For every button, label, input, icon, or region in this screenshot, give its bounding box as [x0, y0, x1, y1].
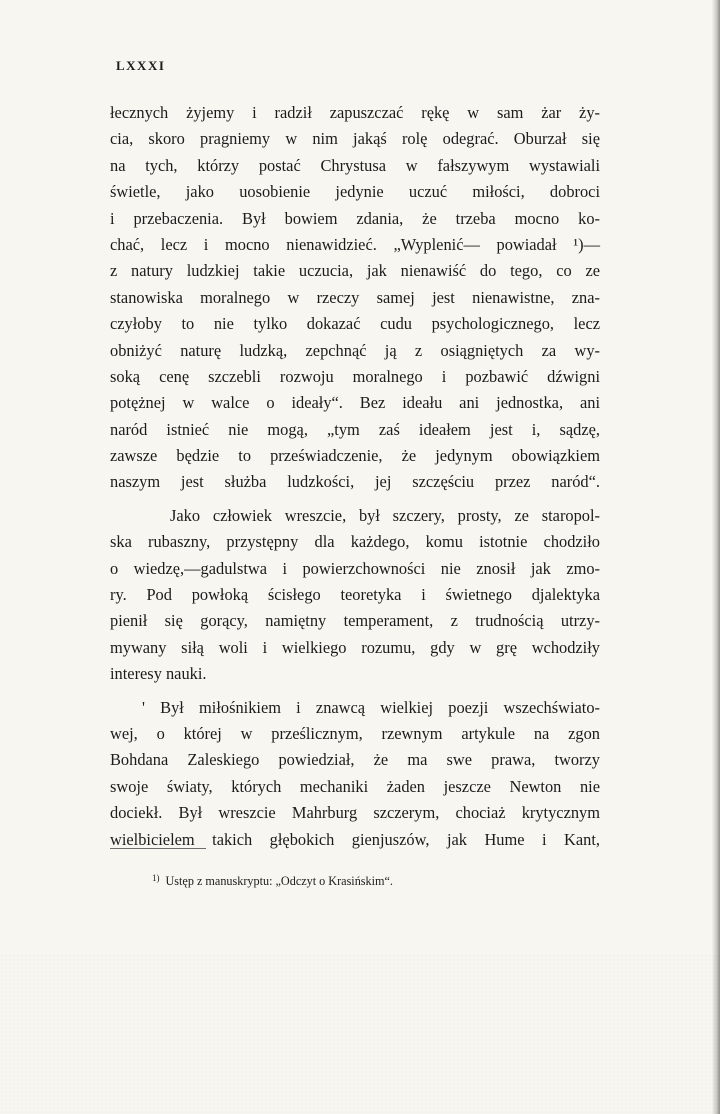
- text-line: świetle, jako uosobienie jedynie uczuć miłości, dobroci: [110, 182, 600, 202]
- text-line: na tych, którzy postać Chrystusa w fałszywym wystawiali: [110, 155, 600, 175]
- text-line: naszym jest służba ludzkości, jej szczęściu przez naród“.: [110, 472, 600, 492]
- footnote: [152, 873, 393, 889]
- body-text: [110, 100, 600, 853]
- footnote-text: Ustęp z manuskryptu: „Odczyt o Krasińskim“.: [165, 874, 393, 888]
- text-line: stanowiska moralnego w rzeczy samej jest nienawistne, zna-: [110, 287, 600, 307]
- footnote-marker: 1): [152, 873, 160, 883]
- text-line: zawsze będzie to przeświadczenie, że jedynym obowiązkiem: [110, 446, 600, 466]
- text-line: potężnej w walce o ideały“. Bez ideału ani jednostka, ani: [110, 393, 600, 413]
- page-edge: [712, 0, 720, 1114]
- text-line: Jako człowiek wreszcie, był szczery, prosty, ze staropol-: [170, 505, 600, 525]
- text-line: wielbicielem takich głębokich gienjuszów, jak Hume i Kant,: [110, 829, 600, 849]
- text-line: pienił się gorący, namiętny temperament, z trudnością utrzy-: [110, 611, 600, 631]
- text-line: ska rubaszny, przystępny dla każdego, komu istotnie chodziło: [110, 532, 600, 552]
- text-line: i przebaczenia. Był bowiem zdania, że trzeba mocno ko-: [110, 208, 600, 228]
- text-line: interesy nauki.: [110, 664, 207, 684]
- footnote-rule: [110, 848, 206, 849]
- text-line: chać, lecz i mocno nienawidzieć. „Wyplenić— powiadał ¹)—: [110, 234, 600, 254]
- page-folio: LXXXI: [116, 58, 166, 73]
- text-line: czyłoby to nie tylko dokazać cudu psychologicznego, lecz: [110, 314, 600, 334]
- text-line: Bohdana Zaleskiego powiedział, że ma swe prawa, tworzy: [110, 750, 600, 770]
- text-line: obniżyć naturę ludzką, zepchnąć ją z osiągniętych za wy-: [110, 340, 600, 360]
- text-line: soką cenę szczebli rozwoju moralnego i pozbawić dźwigni: [110, 366, 600, 386]
- text-line: o wiedzę,—gadulstwa i powierzchowności nie znosił jak zmo-: [110, 558, 600, 578]
- text-line: cia, skoro pragniemy w nim jakąś rolę odegrać. Oburzał się: [110, 129, 600, 149]
- text-line: ' Był miłośnikiem i znawcą wielkiej poezji wszechświato-: [142, 697, 600, 717]
- text-line: z natury ludzkiej takie uczucia, jak nienawiść do tego, co ze: [110, 261, 600, 281]
- text-line: naród istnieć nie mogą, „tym zaś ideałem jest i, sądzę,: [110, 419, 600, 439]
- text-line: łecznych żyjemy i radził zapuszczać rękę w sam żar ży-: [110, 103, 600, 122]
- text-line: swoje światy, których mechaniki żaden jeszcze Newton nie: [110, 776, 600, 796]
- scan-noise: [0, 954, 720, 1114]
- text-line: mywany siłą woli i wielkiego rozumu, gdy w grę wchodziły: [110, 637, 600, 657]
- text-line: dociekł. Był wreszcie Mahrburg szczerym, chociaż krytycznym: [110, 803, 600, 823]
- text-line: ry. Pod powłoką ścisłego teoretyka i świetnego djalektyka: [110, 585, 600, 605]
- text-line: wej, o której w prześlicznym, rzewnym artykule na zgon: [110, 723, 600, 743]
